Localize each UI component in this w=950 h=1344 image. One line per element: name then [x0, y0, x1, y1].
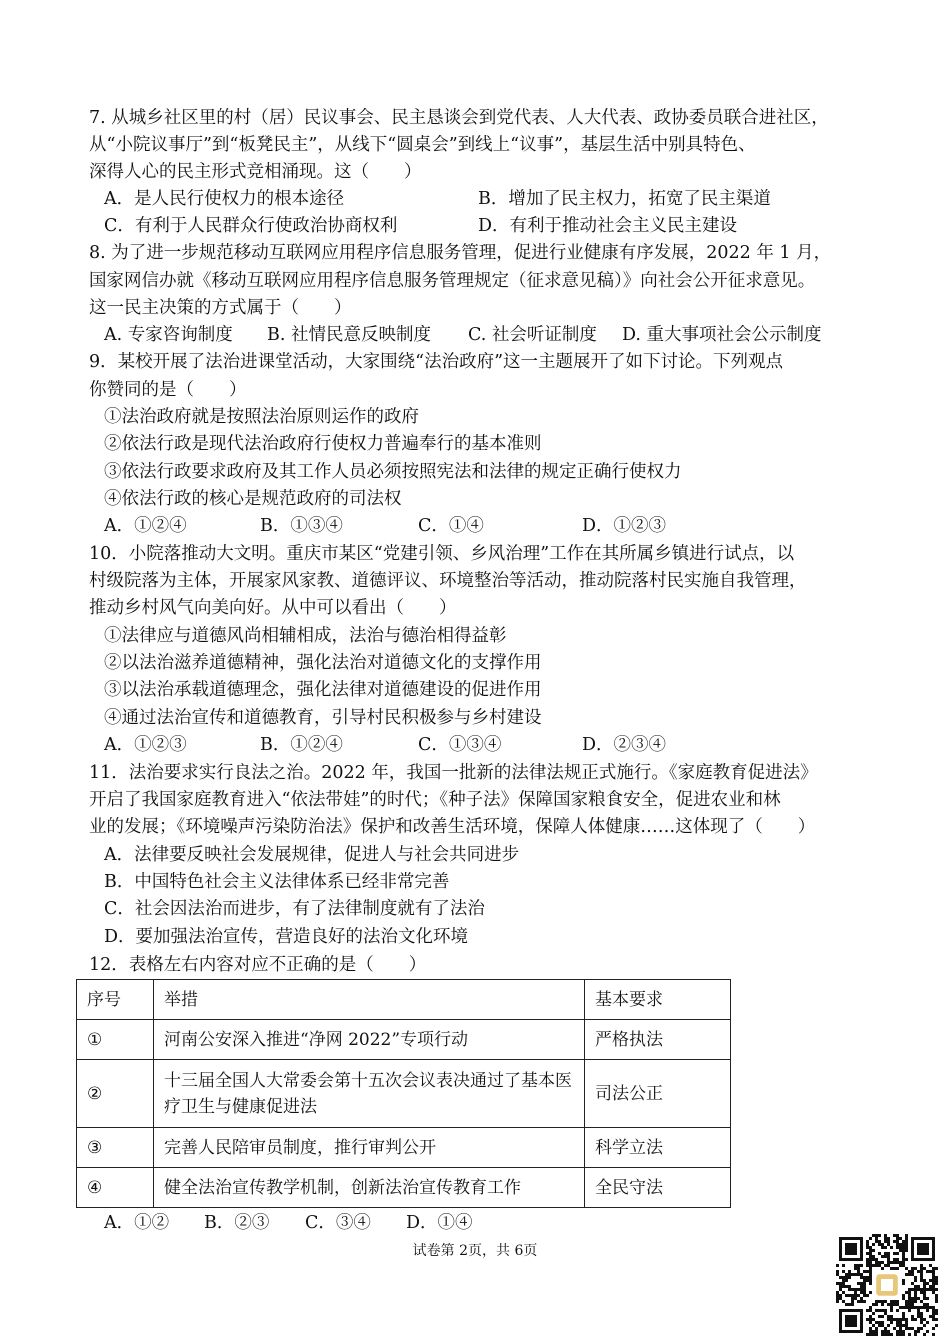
q12-option-a: A．①②: [104, 1213, 170, 1233]
row-3-measure: 完善人民陪审员制度，推行审判公开: [154, 1128, 585, 1168]
q10-line-1: 10．小院落推动大文明。重庆市某区“党建引领、乡风治理”工作在其所属乡镇进行试点，以: [89, 544, 795, 564]
row-4-index: ④: [77, 1168, 154, 1208]
row-1-requirement: 严格执法: [585, 1020, 731, 1060]
row-4-requirement: 全民守法: [585, 1168, 731, 1208]
q12-option-b: B．②③: [204, 1213, 270, 1233]
q11-option-d: D．要加强法治宣传，营造良好的法治文化环境: [104, 927, 469, 947]
q12-stem: 12．表格左右内容对应不正确的是（ ）: [89, 955, 427, 975]
row-3-index: ③: [77, 1128, 154, 1168]
q10-line-3: 推动乡村风气向美向好。从中可以看出（ ）: [89, 598, 457, 618]
row-4-measure: 健全法治宣传教学机制，创新法治宣传教育工作: [154, 1168, 585, 1208]
q11-line-3: 业的发展；《环境噪声污染防治法》保护和改善生活环境，保障人体健康……这体现了（ ）: [89, 817, 816, 837]
row-1-measure: 河南公安深入推进“净网 2022”专项行动: [154, 1020, 585, 1060]
q11-option-c: C．社会因法治而进步，有了法律制度就有了法治: [104, 899, 485, 919]
header-requirement: 基本要求: [585, 980, 731, 1020]
q12-option-c: C．③④: [305, 1213, 371, 1233]
table-header-row: [77, 980, 731, 1020]
q10-option-c: C．①③④: [418, 735, 502, 755]
table-row: [77, 1168, 731, 1208]
table-row: [77, 1060, 731, 1128]
q12-option-d: D．①④: [406, 1213, 473, 1233]
q11-option-a: A．法律要反映社会发展规律，促进人与社会共同进步: [104, 845, 520, 865]
q10-item-3: ③以法治承载道德理念，强化法律对道德建设的促进作用: [104, 680, 542, 700]
q9-line-1: 9．某校开展了法治进课堂活动，大家围绕“法治政府”这一主题展开了如下讨论。下列观点: [89, 352, 784, 372]
row-2-measure: 十三届全国人大常委会第十五次会议表决通过了基本医疗卫生与健康促进法: [154, 1060, 585, 1128]
header-measure: 举措: [154, 980, 585, 1020]
q8-option-c: C. 社会听证制度: [468, 325, 597, 345]
q7-option-c: C．有利于人民群众行使政治协商权利: [104, 216, 398, 236]
q10-item-1: ①法律应与道德风尚相辅相成，法治与德治相得益彰: [104, 626, 507, 646]
q7-option-d: D．有利于推动社会主义民主建设: [478, 216, 738, 236]
q7-line-2: 从“小院议事厅”到“板凳民主”，从线下“圆桌会”到线上“议事”，基层生活中别具特色、: [89, 135, 756, 155]
q8-option-d: D. 重大事项社会公示制度: [622, 325, 822, 345]
q8-line-3: 这一民主决策的方式属于（ ）: [89, 298, 352, 318]
q7-line-3: 深得人心的民主形式竞相涌现。这（ ）: [89, 162, 422, 182]
table-row: [77, 1020, 731, 1060]
q9-item-1: ①法治政府就是按照法治原则运作的政府: [104, 407, 419, 427]
q11-line-2: 开启了我国家庭教育进入“依法带娃”的时代；《种子法》保障国家粮食安全，促进农业和林: [89, 790, 781, 810]
q10-option-b: B．①②④: [260, 735, 343, 755]
q9-option-a: A．①②④: [104, 516, 187, 536]
row-2-index: ②: [77, 1060, 154, 1128]
q10-option-a: A．①②③: [104, 735, 187, 755]
q10-item-4: ④通过法治宣传和道德教育，引导村民积极参与乡村建设: [104, 708, 542, 728]
row-3-requirement: 科学立法: [585, 1128, 731, 1168]
q7-option-b: B．增加了民主权力，拓宽了民主渠道: [478, 189, 771, 209]
row-1-index: ①: [77, 1020, 154, 1060]
table-row: [77, 1128, 731, 1168]
q9-option-b: B．①③④: [260, 516, 343, 536]
q10-item-2: ②以法治滋养道德精神，强化法治对道德文化的支撑作用: [104, 653, 542, 673]
row-2-requirement: 司法公正: [585, 1060, 731, 1128]
qr-code-icon: [836, 1234, 938, 1336]
q9-line-2: 你赞同的是（ ）: [89, 380, 247, 400]
q8-option-a: A. 专家咨询制度: [104, 325, 233, 345]
q7-option-a: A．是人民行使权力的根本途径: [104, 189, 345, 209]
q8-line-2: 国家网信办就《移动互联网应用程序信息服务管理规定（征求意见稿）》向社会公开征求意见。: [89, 271, 816, 291]
q9-option-c: C．①④: [418, 516, 484, 536]
q9-item-2: ②依法行政是现代法治政府行使权力普遍奉行的基本准则: [104, 434, 542, 454]
q11-line-1: 11．法治要求实行良法之治。2022 年，我国一批新的法律法规正式施行。《家庭教育促进法》: [89, 763, 818, 783]
q9-option-d: D．①②③: [582, 516, 667, 536]
page-footer: 试卷第 2页，共 6页: [412, 1243, 538, 1259]
q10-option-d: D．②③④: [582, 735, 667, 755]
q8-line-1: 8. 为了进一步规范移动互联网应用程序信息服务管理，促进行业健康有序发展，2022 年 1 月，: [89, 243, 832, 263]
q9-item-3: ③依法行政要求政府及其工作人员必须按照宪法和法律的规定正确行使权力: [104, 462, 682, 482]
q8-option-b: B. 社情民意反映制度: [267, 325, 431, 345]
header-index: 序号: [77, 980, 154, 1020]
q7-line-1: 7. 从城乡社区里的村（居）民议事会、民主恳谈会到党代表、人大代表、政协委员联合进社区，: [89, 108, 829, 128]
q12-table: [76, 979, 731, 1208]
q9-item-4: ④依法行政的核心是规范政府的司法权: [104, 489, 402, 509]
q10-line-2: 村级院落为主体，开展家风家教、道德评议、环境整治等活动，推动院落村民实施自我管理，: [89, 571, 807, 591]
q11-option-b: B．中国特色社会主义法律体系已经非常完善: [104, 872, 450, 892]
